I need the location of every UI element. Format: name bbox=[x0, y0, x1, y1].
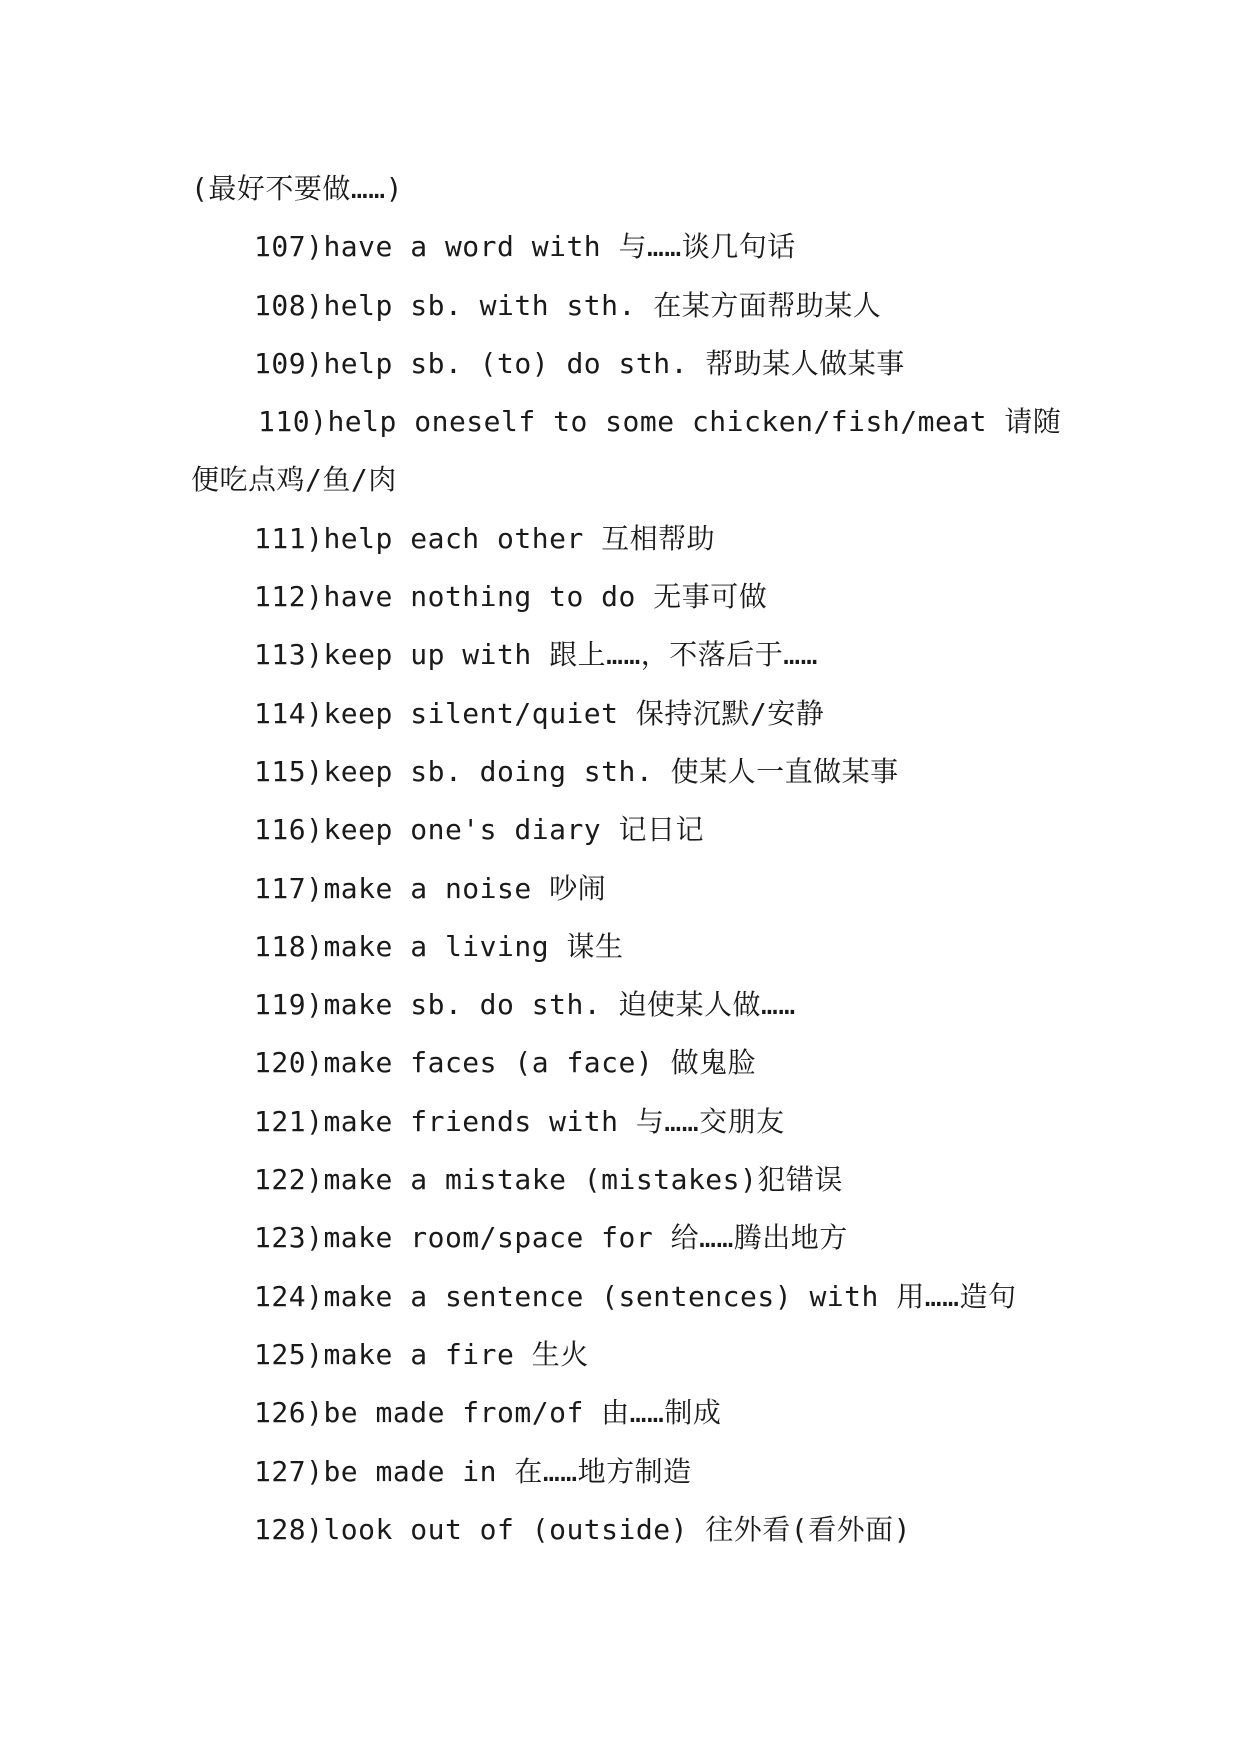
item-text: make faces (a face) 做鬼脸 bbox=[323, 1046, 757, 1080]
item-text: look out of (outside) 往外看(看外面) bbox=[323, 1512, 912, 1546]
list-item bbox=[191, 1093, 1071, 1151]
item-text: have a word with 与……谈几句话 bbox=[323, 230, 796, 264]
continuation-line: (最好不要做……) bbox=[191, 172, 403, 205]
list-item bbox=[191, 335, 1071, 393]
item-text: make room/space for 给……腾出地方 bbox=[323, 1221, 848, 1255]
item-number: 123) bbox=[254, 1221, 324, 1255]
list-item bbox=[191, 393, 1071, 451]
list-item bbox=[191, 277, 1071, 335]
item-text: help each other 互相帮助 bbox=[323, 521, 716, 555]
list-item bbox=[191, 218, 1071, 276]
item-number: 108) bbox=[254, 288, 324, 322]
list-item bbox=[191, 568, 1071, 626]
list-item bbox=[191, 685, 1071, 743]
item-text: make a mistake (mistakes)犯错误 bbox=[323, 1163, 843, 1197]
item-number: 124) bbox=[254, 1279, 324, 1313]
item-number: 118) bbox=[254, 929, 324, 963]
item-number: 114) bbox=[254, 696, 324, 730]
list-item bbox=[191, 860, 1071, 918]
list-item bbox=[191, 918, 1071, 976]
item-text: help oneself to some chicken/fish/meat 请随 bbox=[327, 405, 1062, 439]
item-text: make a sentence (sentences) with 用……造句 bbox=[323, 1279, 1017, 1313]
item-text: be made from/of 由……制成 bbox=[323, 1396, 722, 1430]
list-item bbox=[191, 510, 1071, 568]
item-text: keep sb. doing sth. 使某人一直做某事 bbox=[323, 754, 899, 788]
phrase-list bbox=[191, 160, 1071, 1559]
list-item bbox=[191, 1443, 1071, 1501]
list-item bbox=[191, 1034, 1071, 1092]
item-number: 127) bbox=[254, 1454, 324, 1488]
item-number: 112) bbox=[254, 580, 324, 614]
item-text: help sb. (to) do sth. 帮助某人做某事 bbox=[323, 346, 905, 380]
item-number: 121) bbox=[254, 1104, 324, 1138]
list-item bbox=[191, 801, 1071, 859]
list-item bbox=[191, 1151, 1071, 1209]
item-text: make friends with 与……交朋友 bbox=[323, 1104, 785, 1138]
item-number: 113) bbox=[254, 638, 324, 672]
list-item bbox=[191, 1501, 1071, 1559]
item-number: 125) bbox=[254, 1337, 324, 1371]
list-item bbox=[191, 1326, 1071, 1384]
item-text: make a noise 吵闹 bbox=[323, 871, 607, 905]
item-text: make a fire 生火 bbox=[323, 1337, 589, 1371]
item-number: 128) bbox=[254, 1512, 324, 1546]
list-item bbox=[191, 1268, 1071, 1326]
item-number: 111) bbox=[254, 521, 324, 555]
item-number: 119) bbox=[254, 988, 324, 1022]
item-number: 117) bbox=[254, 871, 324, 905]
item-number: 126) bbox=[254, 1396, 324, 1430]
list-item bbox=[191, 1209, 1071, 1267]
item-text: be made in 在……地方制造 bbox=[323, 1454, 692, 1488]
item-text: help sb. with sth. 在某方面帮助某人 bbox=[323, 288, 882, 322]
list-item bbox=[191, 1384, 1071, 1442]
item-number: 107) bbox=[254, 230, 324, 264]
item-number: 122) bbox=[254, 1163, 324, 1197]
item-text: keep up with 跟上……，不落后于…… bbox=[323, 638, 819, 672]
item-text: keep one's diary 记日记 bbox=[323, 813, 705, 847]
item-text: make a living 谋生 bbox=[323, 929, 624, 963]
item-text: make sb. do sth. 迫使某人做…… bbox=[323, 988, 796, 1022]
item-text: keep silent/quiet 保持沉默/安静 bbox=[323, 696, 825, 730]
list-item bbox=[191, 626, 1071, 684]
list-item bbox=[191, 976, 1071, 1034]
list-item-wrap: 便吃点鸡/鱼/肉 bbox=[191, 463, 397, 497]
item-number: 120) bbox=[254, 1046, 324, 1080]
item-number: 115) bbox=[254, 754, 324, 788]
item-text: have nothing to do 无事可做 bbox=[323, 580, 768, 614]
item-number: 116) bbox=[254, 813, 324, 847]
list-item bbox=[191, 743, 1071, 801]
item-number: 110) bbox=[258, 405, 328, 439]
item-number: 109) bbox=[254, 346, 324, 380]
